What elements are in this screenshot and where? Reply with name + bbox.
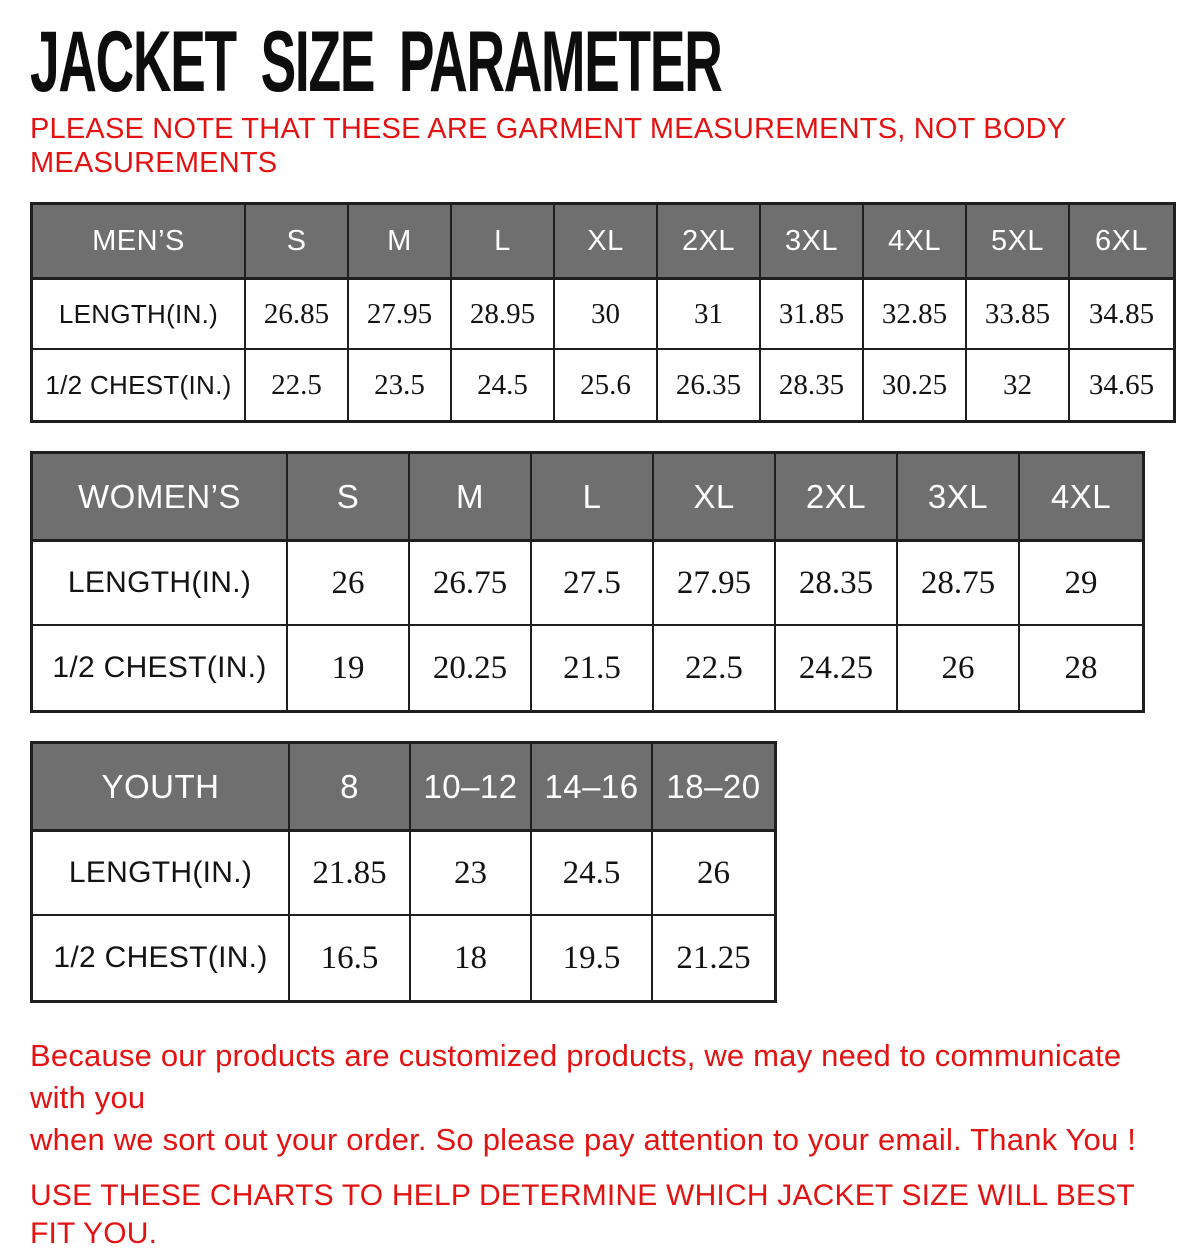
customization-notice-line-1: Because our products are customized products, we may need to communicate with you [30, 1038, 1122, 1115]
womens-value-cell: 28.75 [898, 542, 1020, 626]
youth-table-title-cell: YOUTH [33, 744, 290, 832]
mens-value-cell: 33.85 [967, 280, 1070, 350]
youth-size-column-header: 10–12 [411, 744, 532, 832]
womens-table-title-cell: WOMEN’S [33, 454, 288, 542]
customization-notice [30, 1035, 1180, 1161]
mens-size-column-header: S [246, 205, 349, 280]
mens-value-cell: 32.85 [864, 280, 967, 350]
youth-value-cell: 24.5 [532, 832, 653, 916]
mens-value-cell: 26.35 [658, 350, 761, 420]
mens-value-cell: 34.65 [1088, 368, 1155, 401]
youth-value-cell: 26 [653, 832, 774, 916]
mens-size-column-header: 6XL [1070, 205, 1173, 280]
womens-value-cell: 26.75 [410, 542, 532, 626]
womens-row-label: 1/2 CHEST(IN.) [33, 626, 288, 710]
womens-value-cell: 27.95 [654, 542, 776, 626]
womens-value-cell: 29 [1020, 542, 1142, 626]
youth-value-cell: 21.85 [290, 832, 411, 916]
mens-value-cell: 28.95 [452, 280, 555, 350]
note-line-1: PLEASE NOTE THAT THESE ARE GARMENT MEASUREMENTS, NOT BODY [30, 113, 1067, 145]
womens-size-column-header: 3XL [898, 454, 1020, 542]
youth-size-table [30, 741, 777, 1003]
mens-value-cell: 32 [967, 350, 1070, 420]
mens-size-column-header: L [452, 205, 555, 280]
mens-value-cell: 31 [658, 280, 761, 350]
mens-value-cell: 22.5 [246, 350, 349, 420]
mens-value-cell: 34.85 [1070, 280, 1173, 350]
chart-usage-note: USE THESE CHARTS TO HELP DETERMINE WHICH JACKET SIZE WILL BEST FIT YOU. [30, 1179, 1135, 1250]
womens-value-cell: 28 [1064, 649, 1098, 686]
youth-size-column-header: 14–16 [532, 744, 653, 832]
youth-value-cell: 18 [411, 916, 532, 1000]
womens-value-cell: 26 [898, 626, 1020, 710]
womens-value-cell: 27.5 [532, 542, 654, 626]
mens-value-cell: 28.35 [761, 350, 864, 420]
mens-size-column-header: M [349, 205, 452, 280]
womens-size-column-header: 2XL [776, 454, 898, 542]
mens-size-column-header: 5XL [967, 205, 1070, 280]
youth-value-cell: 19.5 [532, 916, 653, 1000]
womens-value-cell: 28.35 [776, 542, 898, 626]
youth-size-column-header: 18–20 [653, 744, 774, 832]
womens-size-column-header: L [532, 454, 654, 542]
youth-value-cell: 21.25 [676, 939, 751, 976]
mens-value-cell: 25.6 [555, 350, 658, 420]
womens-value-cell: 24.25 [776, 626, 898, 710]
youth-row-label: 1/2 CHEST(IN.) [33, 916, 290, 1000]
womens-value-cell: 22.5 [654, 626, 776, 710]
mens-size-column-header: 3XL [761, 205, 864, 280]
note-line-2: MEASUREMENTS [30, 147, 278, 179]
page-title: JACKET SIZE PARAMETER [30, 14, 722, 110]
mens-size-column-header: 4XL [864, 205, 967, 280]
mens-value-cell: 31.85 [761, 280, 864, 350]
garment-measurement-note [30, 112, 1180, 180]
mens-value-cell: 30.25 [864, 350, 967, 420]
womens-row-label: LENGTH(IN.) [33, 542, 288, 626]
mens-row-label: LENGTH(IN.) [33, 280, 246, 350]
womens-size-table [30, 451, 1145, 713]
womens-value-cell: 21.5 [532, 626, 654, 710]
mens-row-label: 1/2 CHEST(IN.) [33, 350, 246, 420]
youth-size-column-header: 8 [290, 744, 411, 832]
womens-value-cell: 26 [288, 542, 410, 626]
mens-table-title-cell: MEN’S [33, 205, 246, 280]
youth-row-label: LENGTH(IN.) [33, 832, 290, 916]
mens-value-cell: 24.5 [452, 350, 555, 420]
mens-size-column-header: XL [555, 205, 658, 280]
mens-size-table [30, 202, 1176, 423]
womens-size-column-header: M [410, 454, 532, 542]
youth-value-cell: 16.5 [290, 916, 411, 1000]
youth-value-cell: 23 [411, 832, 532, 916]
womens-value-cell: 19 [288, 626, 410, 710]
mens-value-cell: 23.5 [349, 350, 452, 420]
mens-value-cell: 27.95 [349, 280, 452, 350]
mens-size-column-header: 2XL [658, 205, 761, 280]
customization-notice-line-2: when we sort out your order. So please pay attention to your email. Thank You ! [30, 1122, 1137, 1157]
mens-value-cell: 26.85 [246, 280, 349, 350]
womens-value-cell: 20.25 [410, 626, 532, 710]
womens-size-column-header: XL [654, 454, 776, 542]
mens-value-cell: 30 [555, 280, 658, 350]
womens-size-column-header: 4XL [1020, 454, 1142, 542]
womens-size-column-header: S [288, 454, 410, 542]
